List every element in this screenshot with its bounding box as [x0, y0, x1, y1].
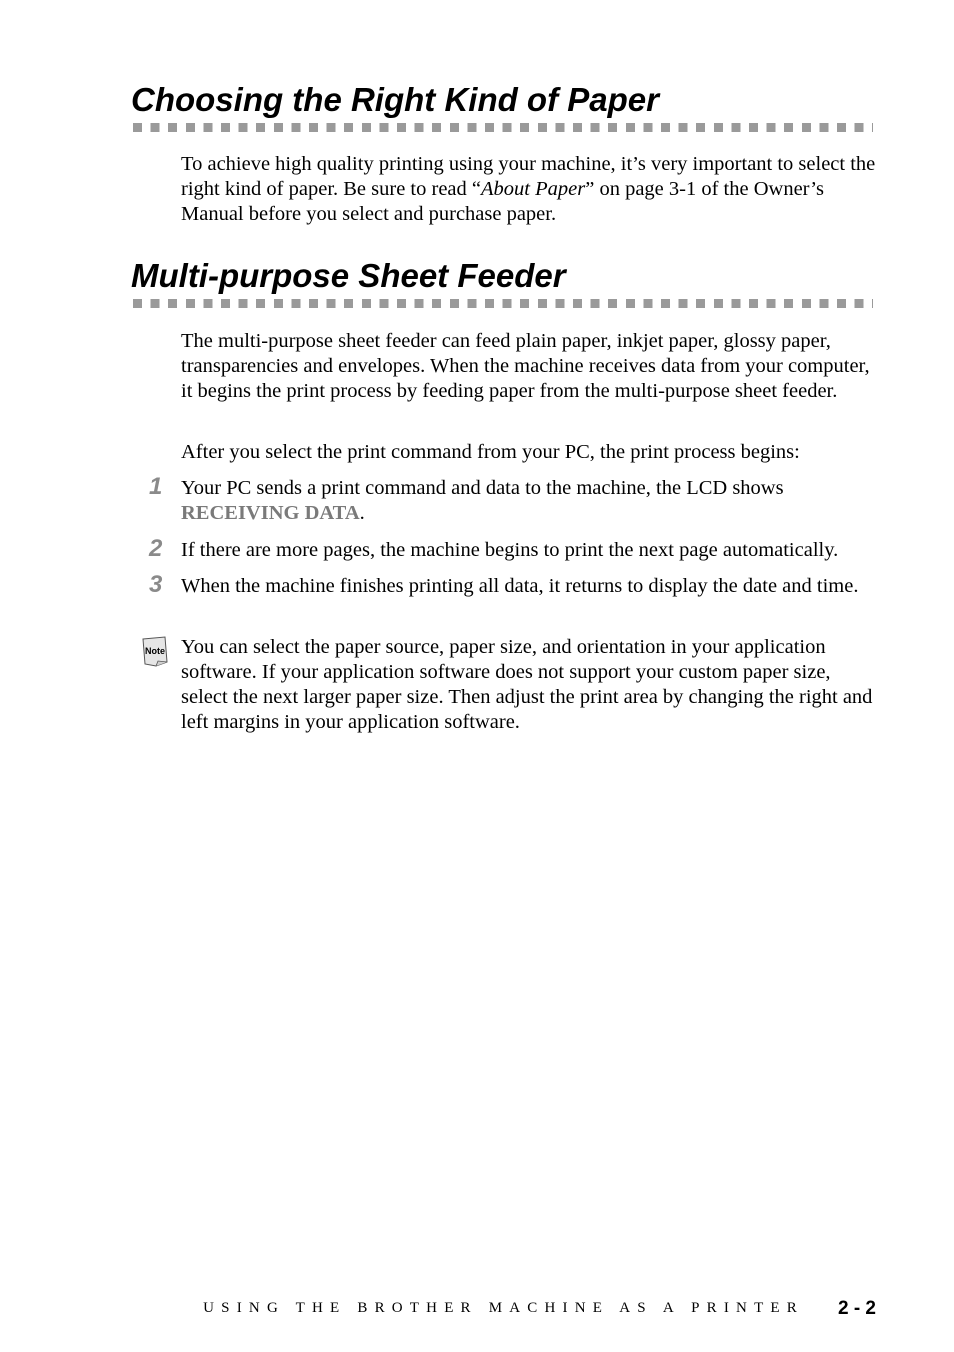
heading-rule [133, 123, 873, 132]
step-text-body: Your PC sends a print command and data to the machine, the LCD shows [181, 477, 784, 499]
note-label: Note [145, 646, 165, 656]
step-number: 3 [149, 571, 163, 598]
paragraph-print-process: After you select the print command from your PC, the print process begins: [181, 441, 800, 463]
step-text: If there are more pages, the machine begins to print the next page automatically. [181, 539, 839, 561]
paragraph-text: To achieve high quality printing using your machine, it’s very important to select the right kind of paper. Be sure to read “ [181, 153, 876, 200]
step-number: 2 [149, 535, 163, 562]
step-text [181, 476, 881, 526]
paragraph-sheet-feeder: The multi-purpose sheet feeder can feed plain paper, inkjet paper, glossy paper, transparencies and envelopes. When the machine receives data from your computer, it begins the print process by feeding paper from the multi-purpose sheet feeder. [181, 330, 870, 402]
page-number: 2 - 2 [837, 1298, 876, 1319]
footer-chapter-title: USING THE BROTHER MACHINE AS A PRINTER [203, 1300, 804, 1316]
heading-rule [133, 299, 873, 308]
section-heading-sheet-feeder: Multi-purpose Sheet Feeder [131, 257, 566, 294]
paragraph-text: ” on page 3-1 of the Owner’s Manual before you select and purchase paper. [181, 178, 824, 225]
reference-title: About Paper [481, 178, 586, 200]
lcd-message: RECEIVING DATA [181, 502, 360, 524]
note-text: You can select the paper source, paper size, and orientation in your application software. If your application software does not support your custom paper size, select the next larger paper size. Then adjust the print area by changing the right and left margins in your application software. [181, 636, 873, 733]
paragraph-choosing-paper [181, 152, 881, 227]
step-number: 1 [149, 473, 163, 500]
note-icon [141, 636, 169, 668]
section-heading-choosing-paper: Choosing the Right Kind of Paper [131, 81, 659, 118]
step-text-end: . [359, 502, 365, 524]
step-text: When the machine finishes printing all data, it returns to display the date and time. [181, 575, 859, 597]
